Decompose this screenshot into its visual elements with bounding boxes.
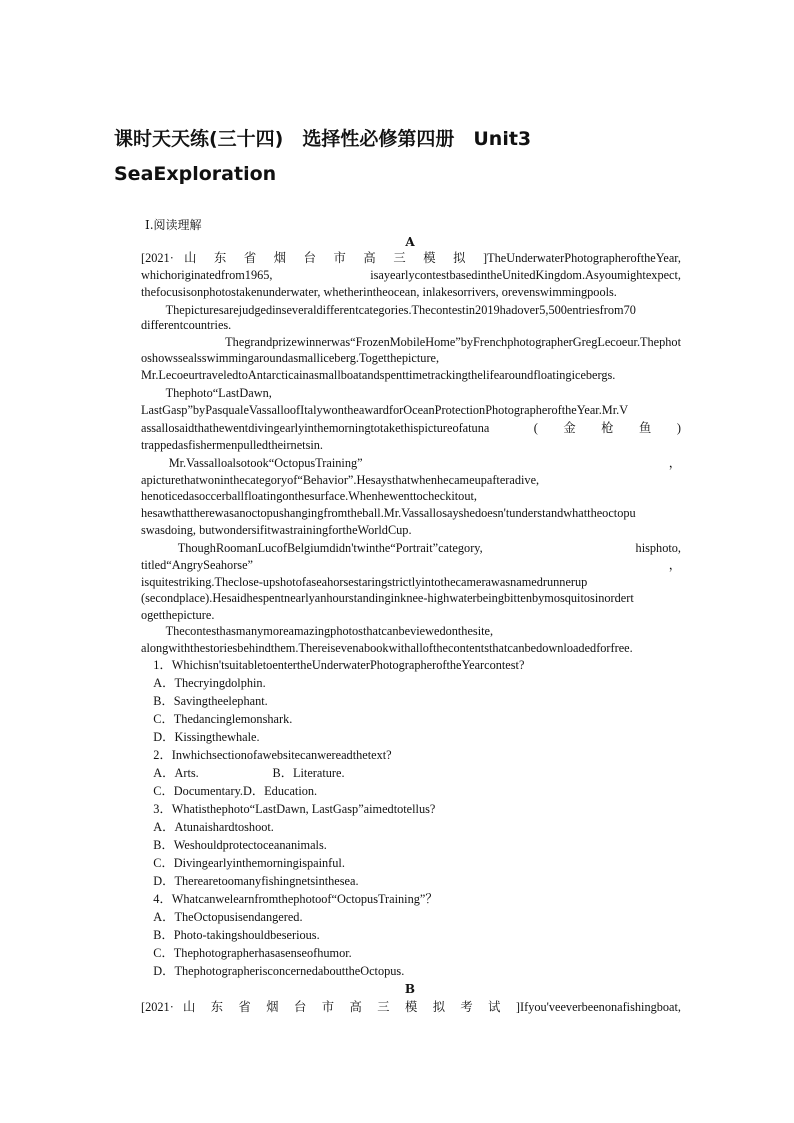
passage-a-line: Mr.Vassalloalsotook“OctopusTraining” ， bbox=[141, 456, 681, 470]
passage-a-line: LastGasp”byPasqualeVassalloofItalywontheawardforOceanProtectionPhotographeroftheYear.Mr.V bbox=[141, 403, 629, 417]
answer-option: C．Thephotographerhasasenseofhumor. bbox=[141, 946, 352, 960]
passage-a-label: A bbox=[405, 235, 415, 249]
answer-option: C．Thedancinglemonshark. bbox=[141, 712, 293, 726]
passage-a-line: differentcountries. bbox=[141, 318, 232, 332]
answer-option: D．Kissingthewhale. bbox=[141, 730, 260, 744]
section-heading: Ⅰ.阅读理解 bbox=[145, 218, 202, 232]
passage-a-line: alongwiththestoriesbehindthem.Thereisevenabookwithallofthecontentsthatcanbedownloadedforfree. bbox=[141, 641, 633, 655]
page-title: 课时天天练(三十四) 选择性必修第四册 Unit3 bbox=[114, 128, 532, 150]
answer-option: B．Weshouldprotectoceananimals. bbox=[141, 838, 327, 852]
question-stem: 1．Whichisn'tsuitabletoentertheUnderwaterPhotographeroftheYearcontest? bbox=[141, 658, 525, 672]
passage-a-line: hesawthattherewasanoctopushangingfromtheball.Mr.Vassallosayshedoesn'tunderstandwhattheoctopu bbox=[141, 506, 636, 520]
passage-a-line: Thegrandprizewinnerwas“FrozenMobileHome”byFrenchphotographerGregLecoeur.Thephot bbox=[141, 335, 681, 349]
passage-a-line: Thecontesthasmanymoreamazingphotosthatcanbeviewedonthesite, bbox=[141, 624, 494, 638]
answer-option: D．Therearetoomanyfishingnetsinthesea. bbox=[141, 874, 359, 888]
passage-a-line: ogetthepicture. bbox=[141, 608, 215, 622]
passage-a-line: oshowssealsswimmingaroundasmalliceberg.Togetthepicture, bbox=[141, 351, 440, 365]
passage-a-line: apicturethatwoninthecategoryof“Behavior”.Hesaysthatwhenhecameupafteradive, bbox=[141, 473, 540, 487]
passage-a-line: (secondplace).Hesaidhespentnearlyanhourstandinginknee-highwaterbeingbittenbymosquitosinordert bbox=[141, 591, 634, 605]
answer-option: B．Savingtheelephant. bbox=[141, 694, 268, 708]
passage-a-line: Thephoto“LastDawn, bbox=[141, 386, 272, 400]
answer-option: D．ThephotographerisconcernedabouttheOctopus. bbox=[141, 964, 405, 978]
answer-option: A．Atunaishardtoshoot. bbox=[141, 820, 274, 834]
answer-option: A．TheOctopusisendangered. bbox=[141, 910, 303, 924]
passage-a-line: Mr.LecoeurtraveledtoAntarcticainasmallboatandspenttimetrackingthelifearoundfloatingicebergs. bbox=[141, 368, 616, 382]
passage-a-line: Thepicturesarejudgedinseveraldifferentcategories.Thecontestin2019hadover5,500entriesfrom70 bbox=[141, 303, 636, 317]
passage-a-line: ThoughRoomanLucofBelgiumdidn'twinthe“Portrait”category, hisphoto, bbox=[141, 541, 681, 555]
passage-b-line: [2021· 山 东 省 烟 台 市 高 三 模 拟 考 试 ]Ifyou'veeverbeenonafishingboat, bbox=[141, 1000, 681, 1014]
passage-a-line: thefocusisonphotostakenunderwater, whetherintheocean, inlakesorrivers, orevenswimmingpools. bbox=[141, 285, 617, 299]
page-subtitle: SeaExploration bbox=[114, 163, 277, 185]
passage-a-line: swasdoing, butwondersifitwastrainingfortheWorldCup. bbox=[141, 523, 412, 537]
passage-b-label: B bbox=[404, 982, 416, 996]
passage-a-line: henoticedasoccerballfloatingonthesurface.Whenhewenttocheckitout, bbox=[141, 489, 477, 503]
passage-a-line: assallosaidthathewentdivingearlyinthemorningtotakethispictureofatuna ( 金 枪 鱼 ) bbox=[141, 421, 681, 435]
question-stem: 2．Inwhichsectionofawebsitecanwereadthetext? bbox=[141, 748, 392, 762]
question-stem: 4．Whatcanwelearnfromthephotoof“OctopusTraining”？ bbox=[141, 892, 438, 906]
answer-option: B．Photo-takingshouldbeserious. bbox=[141, 928, 320, 942]
answer-option: C．Divingearlyinthemorningispainful. bbox=[141, 856, 345, 870]
passage-a-line: [2021· 山 东 省 烟 台 市 高 三 模 拟 ]TheUnderwaterPhotographeroftheYear, bbox=[141, 251, 681, 265]
passage-a-line: trappedasfishermenpulledtheirnetsin. bbox=[141, 438, 324, 452]
answer-option: A．Arts. B．Literature. bbox=[141, 766, 345, 780]
question-stem: 3．Whatisthephoto“LastDawn, LastGasp”aimedtotellus? bbox=[141, 802, 436, 816]
answer-option: A．Thecryingdolphin. bbox=[141, 676, 266, 690]
passage-a-line: isquitestriking.Theclose-upshotofaseahorsestaringstrictlyintothecamerawasnamedrunnerup bbox=[141, 575, 588, 589]
answer-option: C．Documentary.D．Education. bbox=[141, 784, 318, 798]
passage-a-line: titled“AngrySeahorse” ， bbox=[141, 558, 681, 572]
passage-a-line: whichoriginatedfrom1965, isayearlycontestbasedintheUnitedKingdom.Asyoumightexpect, bbox=[141, 268, 681, 282]
